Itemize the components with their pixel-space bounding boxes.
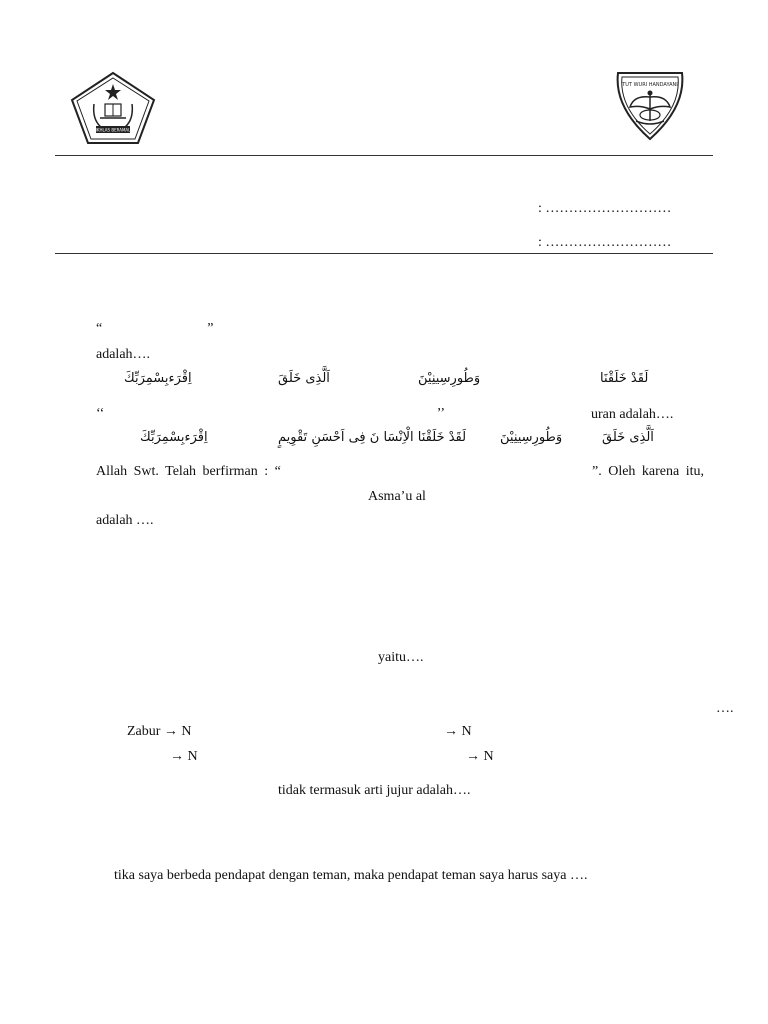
q1-option-b: اَلَّذِى خَلَقَ: [278, 371, 330, 386]
q4-tail: yaitu….: [378, 650, 424, 665]
q5-option-b: → N: [444, 724, 472, 739]
q6-text: tidak termasuk arti jujur adalah….: [278, 783, 471, 798]
q5-option-c: → N: [170, 749, 198, 764]
q2-option-c: وَطُورِسِينِيْنَ: [500, 430, 563, 445]
q7-text: tika saya berbeda pendapat dengan teman, maka pendapat teman saya harus saya ….: [114, 868, 588, 883]
header-field-1: : ………………………: [538, 201, 672, 216]
logo-right: [610, 67, 690, 143]
header-field-2: : ………………………: [538, 235, 672, 250]
logo-right-motto: TUT WURI HANDAYANI: [622, 82, 678, 88]
logo-left-banner: IKHLAS BERAMAL: [95, 127, 131, 133]
q3-line1-left: Allah Swt. Telah berfirman : “: [96, 464, 281, 479]
q3-line1-right: ”. Oleh karena itu,: [592, 464, 705, 479]
q2-tail: uran adalah….: [591, 407, 674, 422]
q1-tail: adalah….: [96, 347, 151, 362]
logo-left: [70, 70, 156, 146]
q1-option-d: لَقَدْ خَلَقْنَا: [600, 371, 649, 386]
header-bottom-rule: [55, 253, 713, 254]
header-top-rule: [55, 155, 713, 156]
q2-option-b: لَقَدْ خَلَقْنَا الْاِنْسَا نَ فِى اَحْسَنِ تَقْوِيمٍ: [278, 430, 467, 445]
q3-center: Asma’u al: [368, 489, 426, 504]
q3-tail: adalah ….: [96, 513, 154, 528]
q2-quotes: ‘‘ ’’: [96, 406, 446, 421]
q2-option-d: اَلَّذِى خَلَقَ: [602, 430, 654, 445]
q5-option-d: → N: [466, 749, 494, 764]
kemenag-logo-icon: [70, 70, 156, 146]
q1-option-a: اِقْرَءبِسْمِرَبِّكَ: [124, 371, 192, 386]
q1-quotes: “ ”: [96, 321, 214, 336]
tut-wuri-handayani-logo-icon: [610, 67, 690, 143]
q5-option-a: Zabur → N: [127, 724, 192, 739]
q5-dots: ….: [716, 701, 734, 716]
q1-option-c: وَطُورِسِينِيْنَ: [418, 371, 481, 386]
q2-option-a: اِقْرَءبِسْمِرَبِّكَ: [140, 430, 208, 445]
